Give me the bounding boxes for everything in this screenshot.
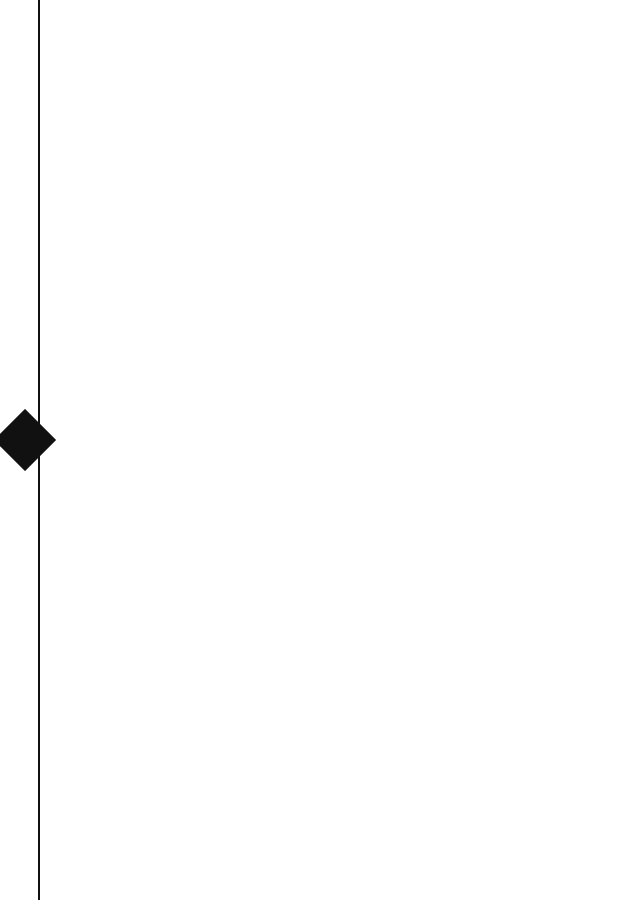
page-number: [3, 418, 47, 462]
